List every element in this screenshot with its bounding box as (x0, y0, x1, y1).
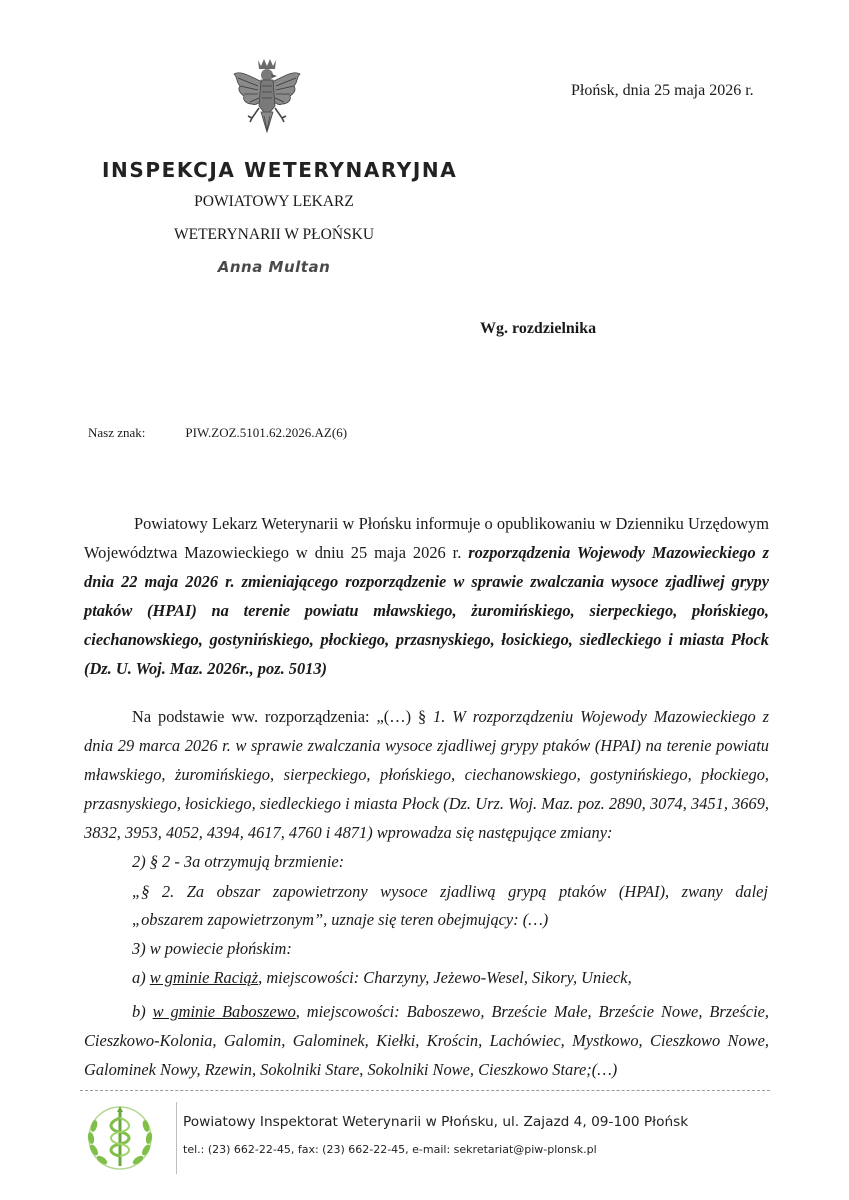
paragraph-intro (84, 509, 769, 683)
district-plonsk-heading: 3) w powiecie płońskim: (132, 939, 292, 958)
reference-label: Nasz znak: (88, 425, 146, 440)
reference-value: PIW.ZOZ.5101.62.2026.AZ(6) (185, 425, 348, 440)
basis-text: Na podstawie ww. rozporządzenia: „(…) § (132, 707, 434, 726)
paragraph-basis (84, 702, 769, 847)
officer-title-line1: POWIATOWY LEKARZ (194, 193, 354, 210)
regulation-title: rozporządzenia Wojewody Mazowieckiego z dnia 22 maja 2026 r. zmieniającego rozporządzenie w sprawie zwalczania wysoce zjadliwej grypy ptaków (HPAI) na terenie powiatu mławskiego, żuromińskiego, sierpeckiego, płońskiego, ciechanowskiego, gostynińskiego, płockiego, przasnyskiego, łosickiego, siedleckiego i miasta Płock (Dz. U. Woj. Maz. 2026r., poz. 5013) (84, 543, 769, 678)
document-date: Płońsk, dnia 25 maja 2026 r. (571, 82, 754, 99)
footer-divider (80, 1090, 770, 1091)
reference-number (88, 425, 347, 441)
localities-raciaz: , miejscowości: Charzyny, Jeżewo-Wesel, Sikory, Unieck, (258, 968, 632, 987)
commune-raciaz: w gminie Raciąż (149, 968, 259, 987)
veterinary-inspection-logo-icon (80, 1100, 160, 1176)
list-marker: b) (132, 1002, 153, 1021)
footer-contact: tel.: (23) 662-22-45, fax: (23) 662-22-45, e-mail: sekretariat@piw-plonsk.pl (183, 1143, 597, 1156)
polish-eagle-emblem-icon (232, 56, 302, 142)
amendment-item-2: 2) § 2 - 3a otrzymują brzmienie: (132, 852, 345, 871)
signature: Anna Multan (217, 258, 331, 276)
list-item-baboszewo (84, 997, 769, 1084)
list-marker: a) (132, 968, 150, 987)
regulation-quote: 1. W rozporządzeniu Wojewody Mazowieckiego z dnia 29 marca 2026 r. w sprawie zwalczania wysoce zjadliwej grypy ptaków (HPAI) na terenie powiatu mławskiego, żuromińskiego, sierpeckiego, płońskiego, ciechanowskiego, gostynińskiego, płockiego, przasnyskiego, łosickiego, siedleckiego i miasta Płock (Dz. Urz. Woj. Maz. poz. 2890, 3074, 3451, 3669, 3832, 3953, 4052, 4394, 4617, 4760 i 4871) wprowadza się następujące zmiany: (84, 707, 769, 842)
quote-section-2-line1: „§ 2. Za obszar zapowietrzony wysoce zjadliwą grypą ptaków (HPAI), zwany dalej (132, 882, 768, 901)
footer-separator (176, 1102, 177, 1174)
localities-baboszewo: , miejscowości: Baboszewo, Brzeście Małe, Brzeście Nowe, Brzeście, Cieszkowo-Kolonia, Galomin, Galominek, Kiełki, Krościn, Lachówiec, Mystkowo, Cieszkowo Nowe, Galominek Nowy, Rzewin, Sokolniki Stare, Sokolniki Nowe, Cieszkowo Stare;(…) (84, 1002, 769, 1079)
officer-title-line2: WETERYNARII W PŁOŃSKU (173, 226, 375, 243)
quote-section-2-line2: „obszarem zapowietrzonym”, uznaje się teren obejmujący: (…) (132, 910, 549, 929)
footer-address: Powiatowy Inspektorat Weterynarii w Płońsku, ul. Zajazd 4, 09-100 Płońsk (183, 1114, 689, 1130)
institution-name: INSPEKCJA WETERYNARYJNA (102, 158, 458, 182)
commune-baboszewo: w gminie Baboszewo (152, 1002, 296, 1021)
recipient: Wg. rozdzielnika (480, 320, 597, 337)
intro-text: Powiatowy Lekarz Weterynarii w Płońsku informuje o opublikowaniu w Dzienniku Urzędowym Województwa Mazowieckiego w dniu 25 maja 2026 r. (84, 514, 769, 562)
list-item-raciaz (132, 968, 632, 988)
